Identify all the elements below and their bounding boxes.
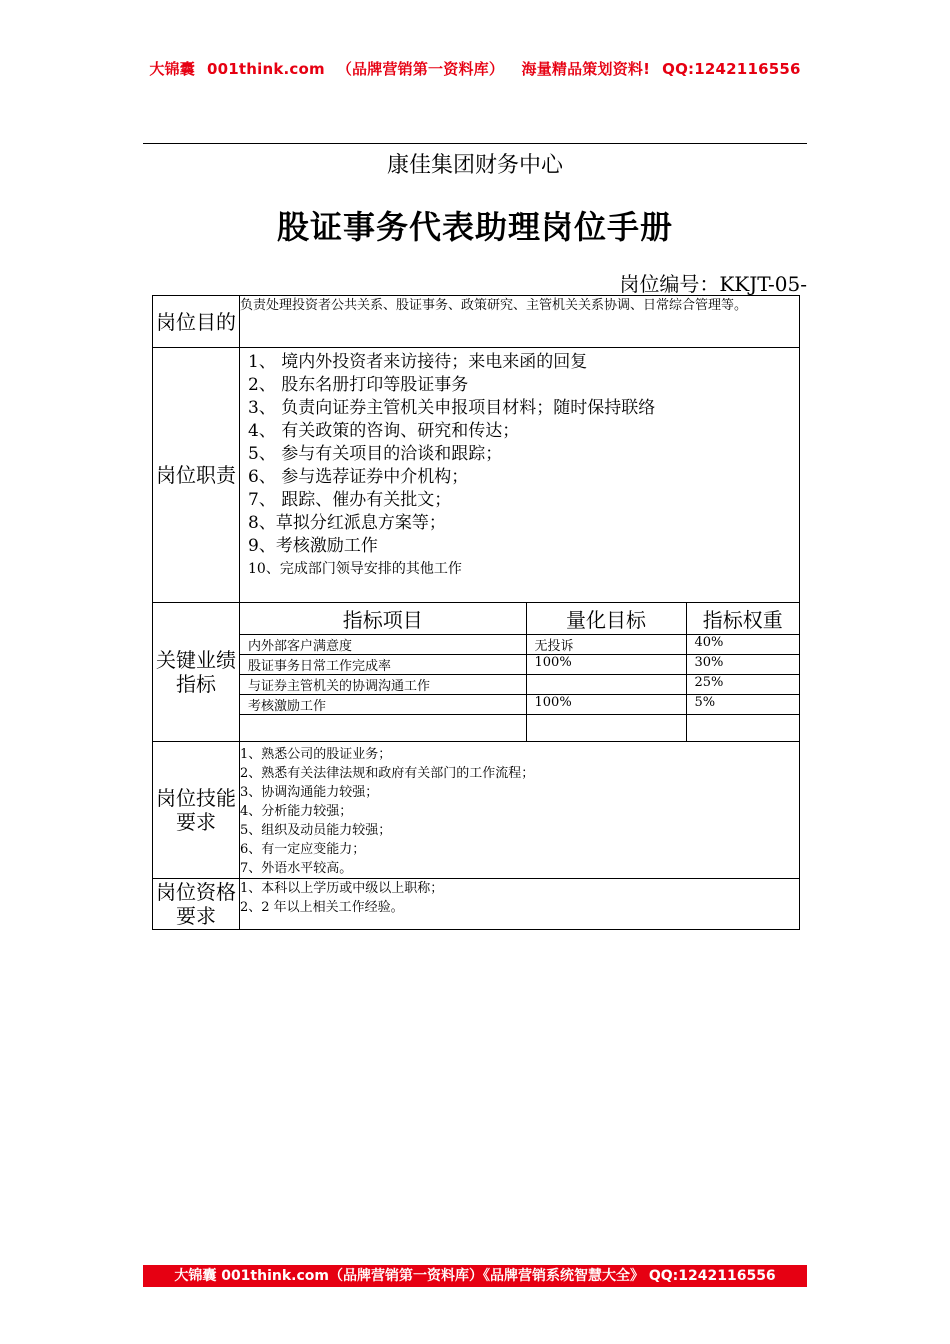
list-item: 5、组织及动员能力较强；: [240, 823, 392, 838]
list-item: 3、 负责向证券主管机关申报项目材料；随时保持联络: [248, 398, 656, 418]
list-item: 6、 参与选荐证券中介机构；: [248, 467, 469, 487]
list-item: 1、 境内外投资者来访接待；来电来函的回复: [248, 352, 588, 372]
kpi-header-weight: 指标权重: [686, 603, 799, 635]
table-row: [240, 695, 799, 715]
table-row: [240, 675, 799, 695]
banner-tagline: （品牌营销第一资料库）: [336, 60, 505, 78]
kpi-weight: 5%: [686, 695, 799, 715]
table-row: [240, 655, 799, 675]
list-item: 9、考核激励工作: [248, 536, 378, 556]
table-row-empty: [240, 715, 799, 742]
list-item: 5、 参与有关项目的洽谈和跟踪；: [248, 444, 503, 464]
list-item: 3、协调沟通能力较强；: [240, 785, 379, 800]
kpi-item: 股证事务日常工作完成率: [240, 655, 526, 675]
banner-qq: QQ:1242116556: [662, 60, 801, 78]
duties-cell: [240, 348, 800, 603]
kpi-target: 100%: [526, 655, 686, 675]
duties-list: [240, 348, 799, 581]
purpose-label: 岗位目的: [153, 296, 240, 348]
header-rule: [143, 143, 807, 144]
kpi-item: 与证券主管机关的协调沟通工作: [240, 675, 526, 695]
kpi-weight: 25%: [686, 675, 799, 695]
list-item: 4、 有关政策的咨询、研究和传达；: [248, 421, 520, 441]
list-item: 4、分析能力较强；: [240, 804, 353, 819]
banner-site[interactable]: 001think.com: [206, 60, 325, 78]
duties-label: 岗位职责: [153, 348, 240, 603]
qualifications-label: 岗位资格要求: [153, 879, 240, 930]
list-item: 1、本科以上学历或中级以上职称；: [240, 881, 444, 896]
kpi-target: [526, 675, 686, 695]
kpi-label: 关键业绩指标: [153, 603, 240, 742]
kpi-item: 考核激励工作: [240, 695, 526, 715]
qualifications-cell: [240, 879, 800, 930]
list-item: 2、2 年以上相关工作经验。: [240, 900, 404, 915]
kpi-header-target: 量化目标: [526, 603, 686, 635]
position-code: 岗位编号：KKJT-05-: [619, 272, 807, 296]
list-item: 1、熟悉公司的股证业务；: [240, 747, 392, 762]
banner-slogan: 海量精品策划资料!: [521, 60, 651, 78]
job-manual-table: [152, 295, 800, 930]
kpi-weight: 40%: [686, 635, 799, 655]
organization-name: 康佳集团财务中心: [386, 153, 563, 178]
kpi-weight: 30%: [686, 655, 799, 675]
kpi-table: [240, 603, 799, 741]
kpi-cell: [240, 603, 800, 742]
list-item: 2、 股东名册打印等股证事务: [248, 375, 469, 395]
skills-cell: [240, 742, 800, 879]
skills-label: 岗位技能要求: [153, 742, 240, 879]
banner-brand: 大锦囊: [149, 60, 195, 78]
kpi-item: 内外部客户满意度: [240, 635, 526, 655]
kpi-header-item: 指标项目: [240, 603, 526, 635]
list-item: 2、熟悉有关法律法规和政府有关部门的工作流程；: [240, 766, 535, 781]
page-title: 股证事务代表助理岗位手册: [276, 208, 673, 246]
list-item: 10、完成部门领导安排的其他工作: [248, 561, 462, 577]
kpi-target: 无投诉: [526, 635, 686, 655]
table-row: [240, 635, 799, 655]
list-item: 7、外语水平较高。: [240, 861, 353, 876]
top-banner: [0, 58, 950, 79]
kpi-target: 100%: [526, 695, 686, 715]
purpose-text: 负责处理投资者公共关系、股证事务、政策研究、主管机关关系协调、日常综合管理等。: [240, 296, 800, 348]
list-item: 6、有一定应变能力；: [240, 842, 366, 857]
bottom-banner: 大锦囊 001think.com（品牌营销第一资料库）《品牌营销系统智慧大全》 QQ:1242116556: [143, 1265, 807, 1287]
list-item: 8、草拟分红派息方案等；: [248, 513, 446, 533]
list-item: 7、 跟踪、催办有关批文；: [248, 490, 452, 510]
